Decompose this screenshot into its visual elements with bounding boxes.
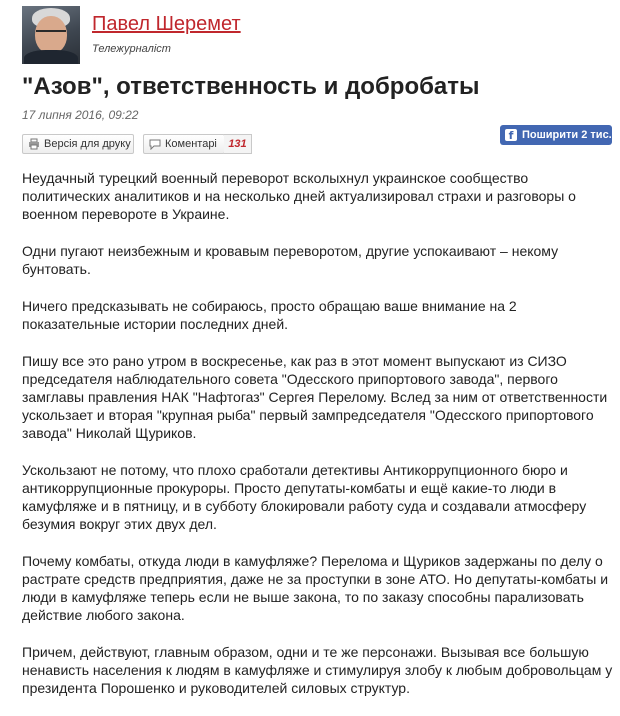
facebook-share-label: Поширити 2 тис. — [522, 129, 612, 141]
article-paragraph: Неудачный турецкий военный переворот всколыхнул украинское сообщество политических аналитиков и на несколько дней актуализировал страхи и разговоры о военном перевороте в Украине. — [22, 170, 576, 222]
comments-count-badge[interactable]: 131 — [224, 134, 252, 154]
article-paragraph: Причем, действуют, главным образом, одни и те же персонажи. Вызывая все большую ненависть населения к людям в камуфляже и стимулируя злобу к любым добровольцам у президента Порошенко и руководителей силовых структур. — [22, 644, 613, 696]
article-paragraph: Пишу все это рано утром в воскресенье, как раз в этот момент выпускают из СИЗО председателя наблюдательного совета "Одесского припортового завода", первого замглавы правления НАК "Нафтогаз" Сергея Перелому. Вслед за ним от ответственности ускользает и вторая "крупная рыба" первый зампредседателя "Одесского припортового завода" Николай Щуриков. — [22, 353, 608, 441]
article-title: "Азов", ответственность и добробаты — [22, 73, 480, 100]
comments-label: Коментарі — [165, 138, 217, 150]
print-version-button[interactable] — [22, 134, 134, 154]
article-body — [22, 169, 618, 716]
print-version-label: Версія для друку — [44, 138, 131, 150]
article-paragraph: Ничего предсказывать не собираюсь, просто обращаю ваше внимание на 2 показательные истории последних дней. — [22, 298, 517, 332]
article-paragraph: Почему комбаты, откуда люди в камуфляже? Перелома и Щуриков задержаны по делу о растрате средств предприятия, даже не за проступки в зоне АТО. Но депутаты-комбаты и люди в камуфляже теперь если не выше закона, то по заказу способны парализовать действие любого закона. — [22, 553, 609, 623]
facebook-share-button[interactable] — [500, 125, 612, 145]
article-date: 17 липня 2016, 09:22 — [22, 108, 139, 122]
author-avatar[interactable] — [22, 6, 80, 64]
article-paragraph: Ускользают не потому, что плохо сработали детективы Антикоррупционного бюро и антикоррупционные прокуроры. Просто депутаты-комбаты и ещё какие-то люди в камуфляже и в пятницу, и в субботу блокировали работу суда и создавали атмосферу безумия вокруг этих двух дел. — [22, 462, 587, 532]
printer-icon — [28, 138, 40, 150]
comments-button[interactable] — [143, 134, 225, 154]
facebook-icon: f — [505, 129, 517, 141]
author-name-link[interactable]: Павел Шеремет — [92, 13, 241, 35]
article-paragraph: Одни пугают неизбежным и кровавым переворотом, другие успокаивают – некому бунтовать. — [22, 243, 559, 277]
comment-icon — [149, 138, 161, 150]
author-role: Тележурналіст — [92, 43, 171, 55]
